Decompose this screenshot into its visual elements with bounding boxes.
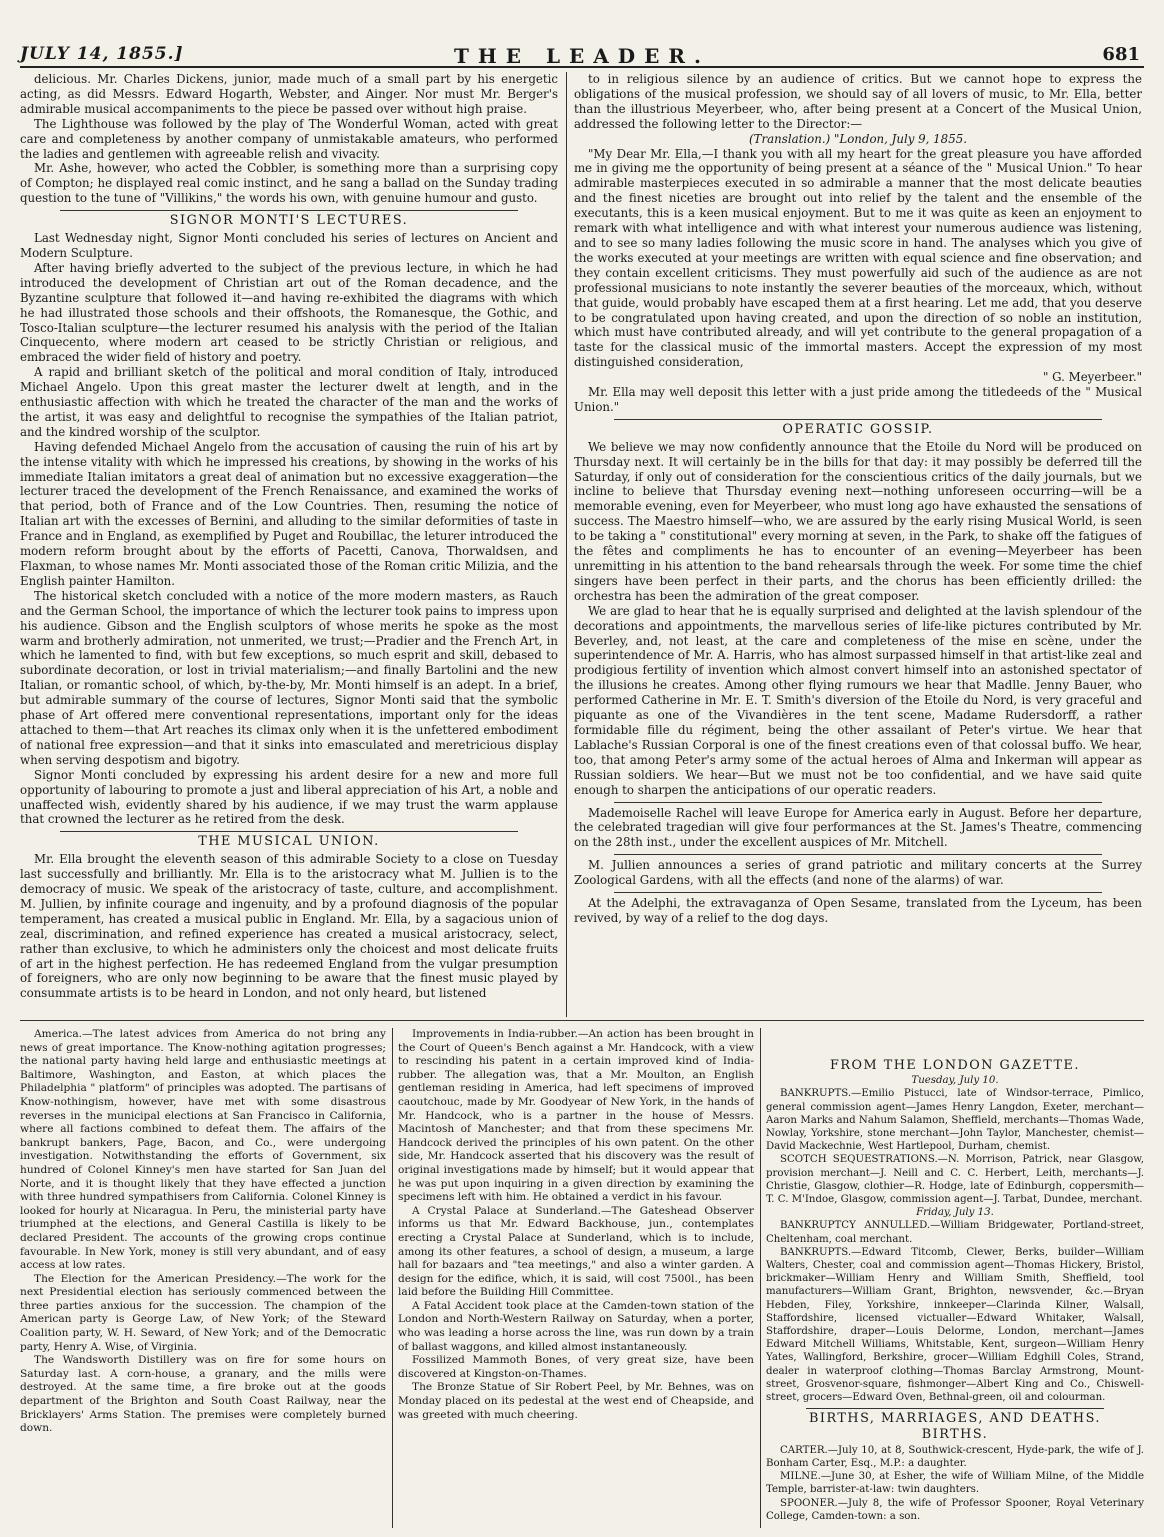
news-paragraph: Improvements in India-rubber.—An action has been brought in the Court of Queen's Bench against a Mr. Handcock, with a view to rescinding his patent in a certain improved kind of India-rubber. The allegation was, that a Mr. Moulton, an English gentleman residing in America, had left specimens of improved caoutchouc, made by Mr. Goodyear of New York, in the hands of Mr. Handcock, who is a partner in the house of Messrs. Macintosh of Manchester; and that from these specimens Mr. Handcock derived the principles of his own patent. On the other side, Mr. Handcock asserted that his discovery was the result of original investigations made by himself; but it would appear that he was put upon inquiring in a given direction by examining the specimens left with him. He obtained a verdict in his favour. bbox=[398, 1028, 754, 1204]
news-column-2 bbox=[398, 1028, 754, 1528]
news-paragraph: The Wandsworth Distillery was on fire for some hours on Saturday last. A corn-house, a granary, and the mills were destroyed. At the same time, a fire broke out at the goods department of the Brighton and South Coast Railway, near the Bricklayers' Arms Station. The premises were completely burned down. bbox=[20, 1354, 386, 1435]
news-paragraph: The Bronze Statue of Sir Robert Peel, by Mr. Behnes, was on Monday placed on its pedestal at the west end of Cheapside, and was greeted with much cheering. bbox=[398, 1381, 754, 1421]
births-subheading: BIRTHS. bbox=[921, 1427, 989, 1443]
right-upper-column bbox=[574, 72, 1142, 1050]
column-rule bbox=[760, 1028, 761, 1528]
section-divider bbox=[614, 854, 1102, 855]
article-paragraph: At the Adelphi, the extravaganza of Open Sesame, translated from the Lyceum, has been revived, by way of a relief to the dog days. bbox=[574, 896, 1142, 925]
news-paragraph: Fossilized Mammoth Bones, of very great size, have been discovered at Kingston-on-Thames. bbox=[398, 1354, 754, 1380]
article-paragraph: Mr. Ella may well deposit this letter with a just pride among the titledeeds of the " Musical Union." bbox=[574, 385, 1142, 414]
section-divider bbox=[614, 419, 1102, 420]
article-paragraph: The historical sketch concluded with a notice of the more modern masters, as Rauch and the German School, the importance of which the lecturer took pains to impress upon his audience. Gibson and the English sculptors of whose merits he spoke as the most warm and brotherly admiration, not unmerited, we trust;—Pradier and the French Art, in which he lamented to find, with but few exceptions, so much esprit and skill, debased to subordinate decoration, or lost in trivial materialism;—and finally Bartolini and the new Italian, or romantic school, of which, by-the-by, Mr. Monti himself is an adept. In a brief, but admirable summary of the course of lectures, Signor Monti said that the symbolic phase of Art offered mere conventional representations, important only for the ideas attached to them—that Art reaches its climax only when it is the unfettered embodiment of national free expression—and that it sinks into emasculated and meretricious display when serving despotism and bigotry. bbox=[20, 588, 558, 767]
gazette-entry: BANKRUPTS.—Emilio Pistucci, late of Windsor-terrace, Pimlico, general commission agent—James Henry Langdon, Exeter, merchant—Aaron Marks and Nahum Salamon, Sheffield, merchants—Thomas Wade, Nowlay, Yorkshire, stone merchant—John Taylor, Manchester, chemist—David Mackechnie, West Hartlepool, Durham, chemist. bbox=[766, 1088, 1144, 1153]
page-header bbox=[20, 44, 1144, 68]
birth-entry: SPOONER.—July 8, the wife of Professor Spooner, Royal Veterinary College, Camden-town: a son. bbox=[766, 1497, 1144, 1522]
birth-entry: MILNE.—June 30, at Esher, the wife of William Milne, of the Middle Temple, barrister-at-law: twin daughters. bbox=[766, 1471, 1144, 1496]
section-divider bbox=[60, 210, 518, 211]
article-paragraph: to in religious silence by an audience of critics. But we cannot hope to express the obligations of the musical profession, we should say of all lovers of music, to Mr. Ella, better than the illustrious Meyerbeer, who, after being present at a Concert of the Musical Union, addressed the following letter to the Director:— bbox=[574, 72, 1142, 131]
masthead-title: THE LEADER. bbox=[454, 44, 710, 68]
letter-body: "My Dear Mr. Ella,—I thank you with all my heart for the great pleasure you have afforded me in giving me the opportunity of being present at a séance of the " Musical Union." To hear admirable masterpieces executed in so admirable a manner that the most delicate beauties and the finest niceties are brought out into relief by the talent and the ensemble of the executants, this is a keen musical enjoyment. But to me it was quite as keen an enjoyment to remark with what intelligence and with what interest your numerous audience was listening, and to see so many ladies following the music score in hand. The analyses which you give of the works executed at your meetings are written with equal science and fine observation; and they contain excellent criticisms. They must powerfully aid such of the audience as are not professional musicians to note instantly the severer beauties of the morceaux, which, without that guide, would probably have escaped them at a first hearing. Let me add, that you deserve to be congratulated upon having created, and upon the direction of so noble an institution, which must have contributed already, and will yet contribute to the general propagation of a taste for the classical music of the immortal masters. Accept the expression of my most distinguished consideration, bbox=[574, 146, 1142, 370]
article-paragraph: Mr. Ella brought the eleventh season of this admirable Society to a close on Tuesday last successfully and brilliantly. Mr. Ella is to the aristocracy what M. Jullien is to the democracy of music. We speak of the aristocracy of taste, culture, and accomplishment. M. Jullien, by infinite courage and ingenuity, and by a profound diagnosis of the popular temperament, has created a musical public in England. Mr. Ella, by a sagacious union of zeal, discrimination, and refined experience has created a musical aristocracy, select, rather than exclusive, to which he administers only the choicest and most delicate fruits of art in the highest perfection. He has redeemed England from the vulgar presumption of foreigners, who are only now beginning to be aware that the finest music played by consummate artists is to be heard in London, and not only heard, but listened bbox=[20, 852, 558, 1001]
news-paragraph: The Election for the American Presidency.—The work for the next Presidential election has seriously commenced between the three parties anxious for the succession. The champion of the American party is George Law, of New York; of the Steward Coalition party, W. H. Seward, of New York; and of the Democratic party, Henry A. Wise, of Virginia. bbox=[20, 1272, 386, 1353]
left-upper-column bbox=[20, 72, 558, 1010]
letter-signature: " G. Meyerbeer." bbox=[1042, 370, 1142, 385]
monti-heading: SIGNOR MONTI'S LECTURES. bbox=[169, 213, 409, 229]
article-paragraph: After having briefly adverted to the subject of the previous lecture, in which he had introduced the development of Christian art out of the Roman decadence, and the Byzantine sculpture that followed it—and having re-exhibited the diagrams with which he had illustrated those schools and their offshoots, the Romanesque, the Gothic, and Tosco-Italian sculpture—the lecturer resumed his analysis with the period of the Italian Cinquecento, where modern art ceased to be strictly Christian or religious, and embraced the wider field of history and poetry. bbox=[20, 260, 558, 365]
musical-union-heading: THE MUSICAL UNION. bbox=[198, 834, 380, 850]
article-paragraph: We are glad to hear that he is equally surprised and delighted at the lavish splendour of the decorations and appointments, the marvellous series of life-like pictures contributed by Mr. Beverley, and, not least, at the care and completeness of the mise en scène, under the superintendence of Mr. A. Harris, who has almost surpassed himself in that artist-like zeal and prodigious fertility of invention which almost convert himself into an astonished spectator of the illusions he creates. Among other flying rumours we hear that Madlle. Jenny Bauer, who performed Catherine in Mr. E. T. Smith's diversion of the Etoile du Nord, is very graceful and piquante as one of the Vivandières in the tent scene, Madame Rudersdorff, a rather formidable fille du régiment, being the other assailant of Peter's virtue. We hear that Lablache's Russian Corporal is one of the finest creations even of that colossal buffo. We hear, too, that among Peter's army some of the actual heroes of Alma and Inkerman will appear as Russian soldiers. We hear—But we must not be too confidential, and we have said quite enough to sharpen the anticipations of our operatic readers. bbox=[574, 603, 1142, 797]
column-rule bbox=[392, 1028, 393, 1528]
article-paragraph: Signor Monti concluded by expressing his ardent desire for a new and more full opportunity of labouring to promote a just and liberal appreciation of his Art, a noble and unaffected wish, evidently shared by his audience, if we may trust the warm applause that crowned the lecturer as he retired from the desk. bbox=[20, 767, 558, 827]
gazette-heading: FROM THE LONDON GAZETTE. bbox=[830, 1058, 1080, 1073]
bmd-heading: BIRTHS, MARRIAGES, AND DEATHS. bbox=[809, 1411, 1101, 1427]
article-paragraph: Mademoiselle Rachel will leave Europe for America early in August. Before her departure, the celebrated tragedian will give four performances at the St. James's Theatre, commencing on the 28th inst., under the excellent auspices of Mr. Mitchell. bbox=[574, 805, 1142, 850]
issue-date: JULY 14, 1855.] bbox=[20, 44, 184, 64]
gazette-entry: SCOTCH SEQUESTRATIONS.—N. Morrison, Patrick, near Glasgow, provision merchant—J. Neill and C. C. Herbert, Leith, merchants—J. Christie, Glasgow, clothier—R. Hodge, late of Edinburgh, coppersmith—T. C. M'Indoe, Glasgow, commission agent—J. Tarbat, Dundee, merchant. bbox=[766, 1154, 1144, 1206]
section-divider bbox=[60, 831, 518, 832]
section-divider bbox=[614, 892, 1102, 893]
news-paragraph: A Crystal Palace at Sunderland.—The Gateshead Observer informs us that Mr. Edward Backhouse, jun., contemplates erecting a Crystal Palace at Sunderland, which is to include, among its other features, a school of design, a museum, a large hall for bazaars and "tea meetings," and also a winter garden. A design for the edifice, which, it is said, will cost 7500l., has been laid before the Building Hill Committee. bbox=[398, 1204, 754, 1299]
letter-header: (Translation.) "London, July 9, 1855. bbox=[749, 131, 967, 146]
article-paragraph: The Lighthouse was followed by the play of The Wonderful Woman, acted with great care and completeness by another company of unmistakable amateurs, who performed the ladies and gentlemen with agreeable relish and vivacity. bbox=[20, 116, 558, 161]
gazette-date: Tuesday, July 10. bbox=[911, 1075, 999, 1087]
horizontal-rule bbox=[20, 1020, 1144, 1021]
page-number: 681 bbox=[1102, 44, 1140, 65]
article-paragraph: Mr. Ashe, however, who acted the Cobbler, is something more than a surprising copy of Compton; he displayed real comic instinct, and he sang a ballad on the Sunday trading question to the tune of "Villikins," the words his own, with genuine humour and gusto. bbox=[20, 161, 558, 206]
news-paragraph: A Fatal Accident took place at the Camden-town station of the London and North-Western Railway on Saturday, when a porter, who was leading a horse across the line, was run down by a train of ballast waggons, and killed almost instantaneously. bbox=[398, 1299, 754, 1353]
operatic-heading: OPERATIC GOSSIP. bbox=[782, 421, 934, 437]
gazette-entry: BANKRUPTS.—Edward Titcomb, Clewer, Berks, builder—William Walters, Chester, coal and commission agent—Thomas Hickery, Bristol, brickmaker—William Henry and William Smith, Sheffield, tool manufacturers—William Grant, Brighton, newsvender, &c.—Bryan Hebden, Filey, Yorkshire, innkeeper—Clarinda Kilner, Walsall, Staffordshire, licensed victualler—Edward Whitaker, Walsall, Staffordshire, draper—Louis Delorme, London, merchant—James Edward Mitchell Williams, Whitstable, Kent, surgeon—William Henry Yates, Wallingford, Berkshire, grocer—William Edghill Coles, Strand, dealer in waterproof clothing—Thomas Barclay Armstrong, Mount-street, Grosvenor-square, fishmonger—Albert King and Co., Chiswell-street, grocers—Edward Oven, Bethnal-green, oil and colourman. bbox=[766, 1246, 1144, 1404]
article-paragraph: A rapid and brilliant sketch of the political and moral condition of Italy, introduced Michael Angelo. Upon this great master the lecturer dwelt at length, and in the enthusiastic affection with which he treated the character of the man and the works of the artist, it was easy and delightful to recognise the sympathies of the Italian patriot, and the kindred worship of the sculptor. bbox=[20, 365, 558, 439]
article-paragraph: Last Wednesday night, Signor Monti concluded his series of lectures on Ancient and Modern Sculpture. bbox=[20, 231, 558, 260]
article-paragraph: delicious. Mr. Charles Dickens, junior, made much of a small part by his energetic acting, as did Messrs. Edward Hogarth, Webster, and Ainger. Nor must Mr. Berger's admirable musical accompaniments to the piece be passed over without high praise. bbox=[20, 72, 558, 116]
birth-entry: CARTER.—July 10, at 8, Southwick-crescent, Hyde-park, the wife of J. Bonham Carter, Esq., M.P.: a daughter. bbox=[766, 1444, 1144, 1469]
section-divider bbox=[614, 802, 1102, 803]
column-rule bbox=[566, 72, 567, 1017]
section-divider bbox=[806, 1408, 1104, 1409]
article-paragraph: M. Jullien announces a series of grand patriotic and military concerts at the Surrey Zoological Gardens, with all the effects (and none of the alarms) of war. bbox=[574, 858, 1142, 888]
article-paragraph: We believe we may now confidently announce that the Etoile du Nord will be produced on Thursday next. It will certainly be in the bills for that day: it may possibly be deferred till the Saturday, if only out of consideration for the conscientious critics of the daily journals, but we incline to believe that Thursday evening next—nothing unforeseen occurring—will be a memorable evening, even for Meyerbeer, who must long ago have exhausted the sensations of success. The Maestro himself—who, we are assured by the early rising Musical World, is seen to be taking a " constitutional" every morning at seven, in the Park, to shake off the fatigues of the fêtes and compliments he has to encounter of an evening—Meyerbeer has been unremitting in his attention to the band rehearsals through the week. For some time the chief singers have been perfect in their parts, and the chorus has been efficiently drilled: the orchestra has been the admiration of the great composer. bbox=[574, 439, 1142, 603]
gazette-date: Friday, July 13. bbox=[916, 1207, 994, 1219]
gazette-column bbox=[766, 1056, 1144, 1528]
article-paragraph: Having defended Michael Angelo from the accusation of causing the ruin of his art by the intense vitality with which he impressed his creations, by showing in the works of his immediate Italian imitators a great deal of animation but no excessive exaggeration—the lecturer traced the development of the French Renaissance, and examined the works of that period, both of France and of the Low Countries. Then, resuming the notice of Italian art with the excesses of Bernini, and alluding to the similar deformities of taste in France and in England, as exemplified by Puget and Roubillac, the leturer introduced the modern reform brought about by the efforts of Pacetti, Canova, Thorwaldsen, and Flaxman, to whose names Mr. Monti associated those of the Roman critic Milizia, and the English painter Hamilton. bbox=[20, 439, 558, 588]
news-paragraph: America.—The latest advices from America do not bring any news of great importance. The Know-nothing agitation progresses; the national party having held large and enthusiastic meetings at Baltimore, Washington, and Easton, at which places the Philadelphia " platform" of principles was adopted. The partisans of Know-nothingism, however, have met with some disastrous reverses in the municipal elections at San Francisco in California, where all factions combined to defeat them. The affairs of the bankrupt bankers, Page, Bacon, and Co., were undergoing investigation. Notwithstanding the efforts of Government, six hundred of Colonel Kinney's men have started for San Juan del Norte, and it is thought likely that they have effected a junction with three hundred sympathisers from California. Colonel Kinney is looked for hourly at Nicaragua. In Peru, the ministerial party have triumphed at the elections, and General Castilla is likely to be declared President. The accounts of the growing crops continue favourable. In New York, money is still very abundant, and of easy access at low rates. bbox=[20, 1028, 386, 1272]
news-column-1 bbox=[20, 1028, 386, 1528]
gazette-entry: BANKRUPTCY ANNULLED.—William Bridgewater, Portland-street, Cheltenham, coal merchant. bbox=[766, 1220, 1144, 1245]
